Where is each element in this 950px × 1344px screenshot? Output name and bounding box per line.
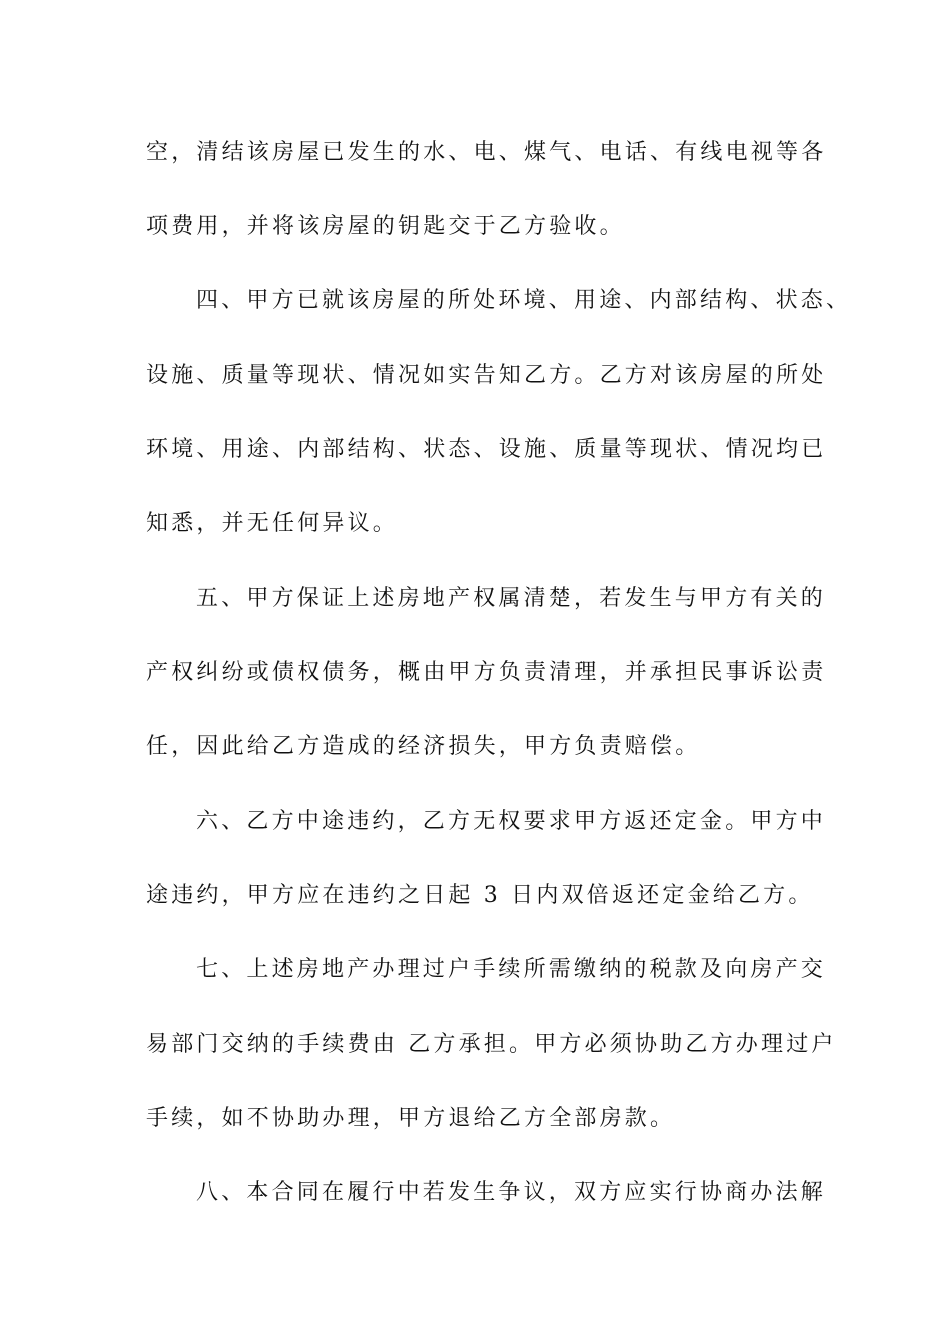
text-line: 知悉，并无任何异议。	[146, 511, 399, 536]
text-line: 产权纠纷或债权债务，概由甲方负责清理，并承担民事诉讼责	[146, 660, 827, 685]
paragraph-start-line: 七、上述房地产办理过户手续所需缴纳的税款及向房产交	[196, 957, 827, 982]
text-line: 手续，如不协助办理，甲方退给乙方全部房款。	[146, 1106, 676, 1131]
text-line: 设施、质量等现状、情况如实告知乙方。乙方对该房屋的所处	[146, 363, 827, 388]
text-line: 易部门交纳的手续费由 乙方承担。甲方必须协助乙方办理过户	[146, 1032, 837, 1057]
text-line: 项费用，并将该房屋的钥匙交于乙方验收。	[146, 214, 625, 239]
text-line: 环境、用途、内部结构、状态、设施、质量等现状、情况均已	[146, 437, 827, 462]
paragraph-start-line: 六、乙方中途违约，乙方无权要求甲方返还定金。甲方中	[196, 809, 827, 834]
paragraph-start-line: 五、甲方保证上述房地产权属清楚，若发生与甲方有关的	[196, 586, 827, 611]
paragraph-start-line: 八、本合同在履行中若发生争议，双方应实行协商办法解	[196, 1180, 827, 1205]
paragraph-start-line: 四、甲方已就该房屋的所处环境、用途、内部结构、状态、	[196, 288, 852, 313]
text-line: 空，清结该房屋已发生的水、电、煤气、电话、有线电视等各	[146, 140, 827, 165]
text-line: 任，因此给乙方造成的经济损失，甲方负责赔偿。	[146, 734, 701, 759]
text-line: 途违约，甲方应在违约之日起 3 日内双倍返还定金给乙方。	[146, 883, 814, 908]
